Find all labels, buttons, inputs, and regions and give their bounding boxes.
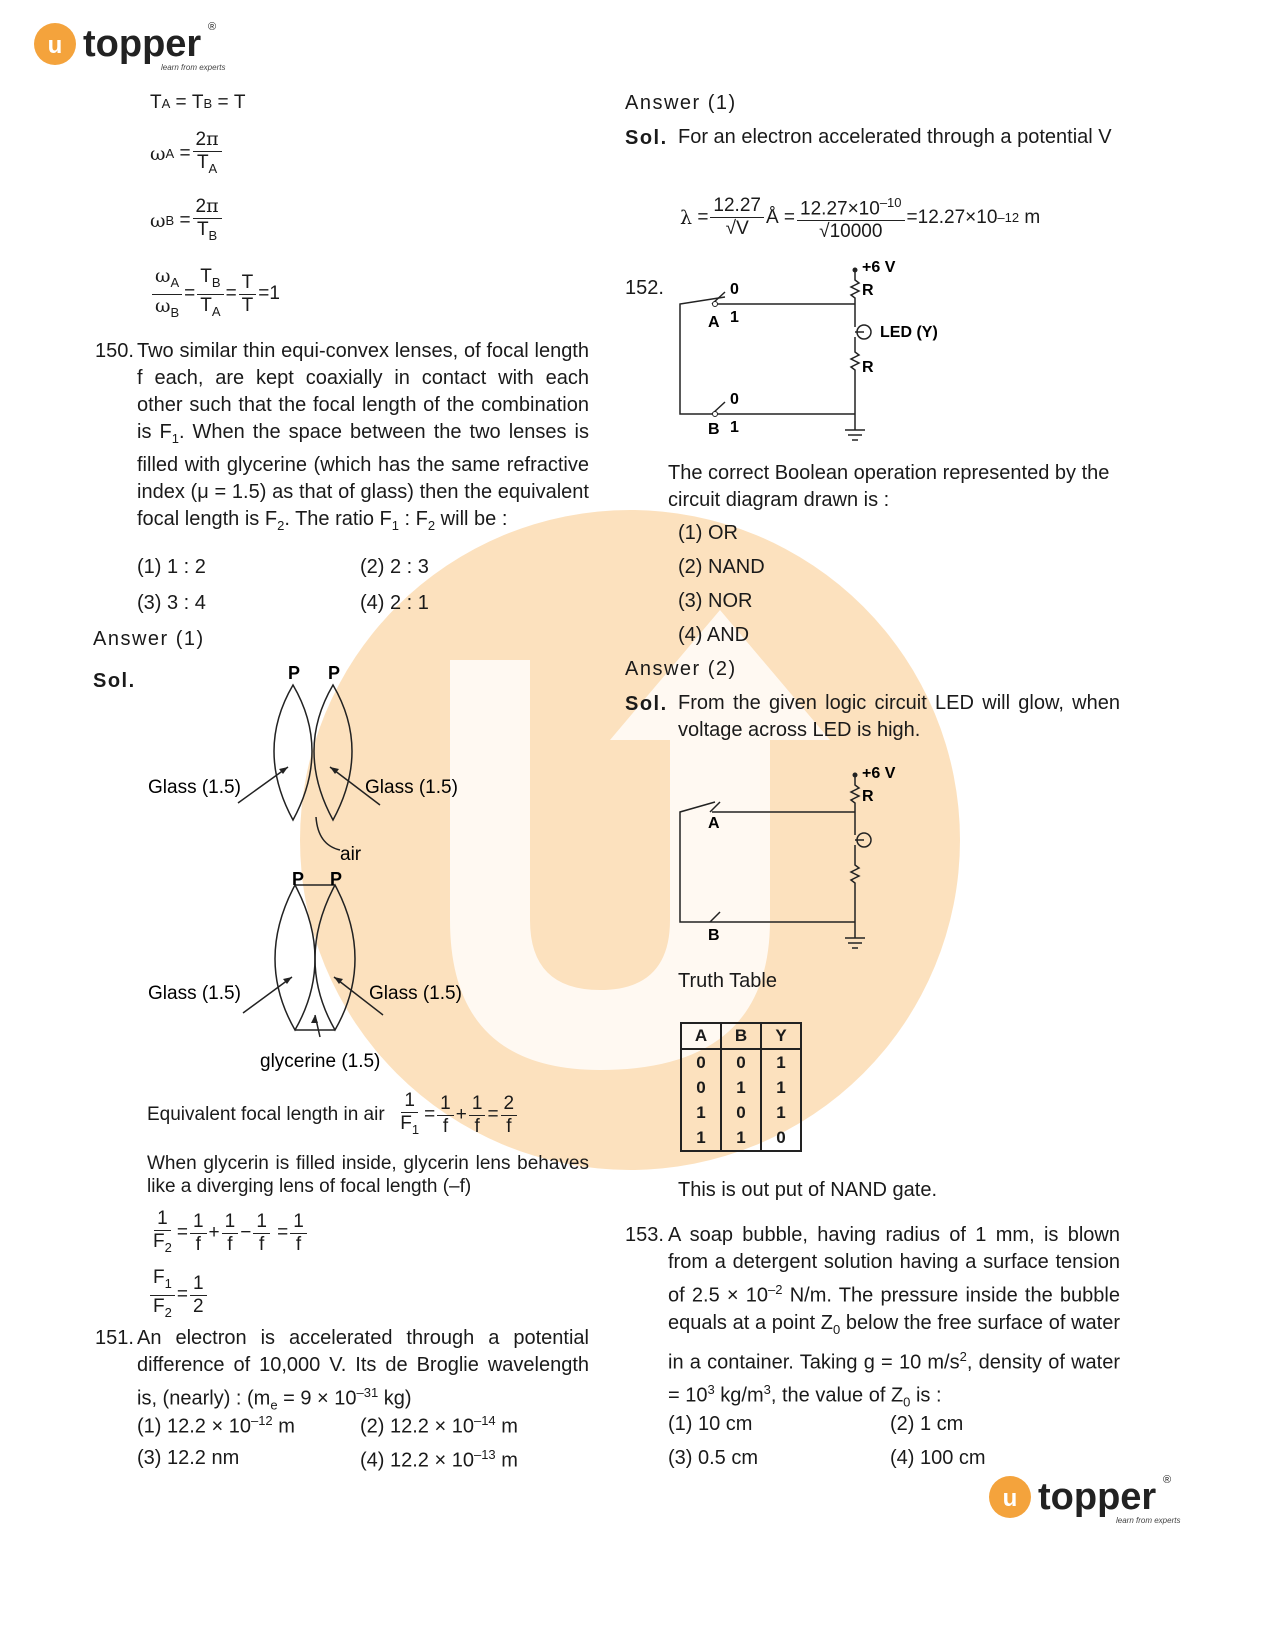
svg-text:1: 1 xyxy=(730,309,739,326)
q151-option-2[interactable]: (2) $12.2 \times 10^{-14}$ m xyxy=(360,1413,518,1438)
svg-text:B: B xyxy=(708,421,720,438)
q150-sol-label: Sol. xyxy=(93,670,136,692)
svg-text:R: R xyxy=(862,788,874,805)
truth-table-title: Truth Table xyxy=(678,970,777,992)
q151-option-3[interactable]: (3) 12.2 nm xyxy=(137,1447,240,1469)
truth-cell: 1 xyxy=(681,1100,721,1125)
lens-figure-air xyxy=(140,655,500,870)
q151-sol-text: For an electron accelerated through a potential V xyxy=(678,126,1112,148)
eq-ta-tb: T A = T B = T xyxy=(150,92,246,113)
eq-omega-a: ω A = $\frac{2\pi}{T_A}$ xyxy=(150,128,224,180)
q150-option-2[interactable]: (2) 2 : 3 xyxy=(360,556,429,578)
truth-cell: 0 xyxy=(681,1075,721,1100)
svg-text:+6 V: +6 V xyxy=(862,259,896,276)
q152-option-2[interactable]: (2) NAND xyxy=(678,556,765,578)
q153-option-4[interactable]: (4) 100 cm xyxy=(890,1447,986,1469)
q151-option-4[interactable]: (4) $12.2 \times 10^{-13}$ m xyxy=(360,1447,518,1472)
table-row xyxy=(681,1100,801,1125)
svg-text:air: air xyxy=(340,844,362,865)
topper-logo-icon xyxy=(33,22,233,82)
brand-logo-bottom xyxy=(988,1475,1188,1540)
svg-text:+6 V: +6 V xyxy=(862,765,896,782)
svg-text:Glass (1.5): Glass (1.5) xyxy=(365,777,458,798)
svg-text:P: P xyxy=(328,663,341,683)
q152-sol-label: Sol. xyxy=(625,693,668,715)
q153-option-1[interactable]: (1) 10 cm xyxy=(668,1413,753,1435)
nand-conclusion: This is out put of NAND gate. xyxy=(678,1179,938,1201)
svg-text:R: R xyxy=(862,282,874,299)
svg-text:1: 1 xyxy=(730,419,739,436)
svg-text:Glass (1.5): Glass (1.5) xyxy=(148,983,241,1004)
q150-option-1[interactable]: (1) 1 : 2 xyxy=(137,556,206,578)
q151-text: An electron is accelerated through a potential difference of 10,000 V. Its de Broglie wavelength is, (nearly) : ($m_e = 9 \times 10^{-31}$ kg) xyxy=(137,1327,589,1413)
truth-cell: 0 xyxy=(721,1049,761,1075)
svg-text:B: B xyxy=(708,927,720,944)
q151-sol-label: Sol. xyxy=(625,127,668,149)
q152-option-4[interactable]: (4) AND xyxy=(678,624,750,646)
svg-text:P: P xyxy=(288,663,301,683)
svg-text:topper: topper xyxy=(83,23,202,65)
truth-cell: 0 xyxy=(761,1125,801,1151)
eq-omega-ratio: $\frac{\omega_A}{\omega_B}$ = $\frac{T_B}{T_A}$ = $\frac{T}{T}$ = 1 xyxy=(150,265,280,324)
table-row xyxy=(681,1075,801,1100)
q151-answer: Answer (1) xyxy=(625,92,737,114)
q151-option-1[interactable]: (1) $12.2 \times 10^{-12}$ m xyxy=(137,1413,295,1438)
topper-logo-icon xyxy=(988,1475,1188,1535)
q152-option-1[interactable]: (1) OR xyxy=(678,522,738,544)
circuit-diagram-2 xyxy=(670,760,970,960)
eq-omega-b: ω B = $\frac{2\pi}{T_B}$ xyxy=(150,195,224,247)
svg-text:glycerine (1.5): glycerine (1.5) xyxy=(260,1051,381,1072)
lambda-equation: λ = $\frac{12.27}{√V}$ Å = $\frac{12.27\times 10^{-10}}{√10000}$ = 12.27×10 –12 m xyxy=(680,192,1040,243)
glycerin-text: When glycerin is filled inside, glycerin lens behaves like a diverging lens of focal length (–f) xyxy=(147,1153,589,1197)
q153-option-2[interactable]: (2) 1 cm xyxy=(890,1413,964,1435)
lens-figure-glycerine xyxy=(140,865,500,1080)
svg-text:Glass (1.5): Glass (1.5) xyxy=(148,777,241,798)
q153-number: 153. xyxy=(625,1224,664,1246)
truth-cell: 1 xyxy=(761,1100,801,1125)
eq-f2: $\frac{1}{F_2}$ = $\frac{1}{f}$ + $\frac{1}{f}$ − $\frac{1}{f}$ = $\frac{1}{f}$ xyxy=(148,1208,309,1259)
svg-text:0: 0 xyxy=(730,391,739,408)
svg-text:0: 0 xyxy=(730,281,739,298)
q150-option-3[interactable]: (3) 3 : 4 xyxy=(137,592,206,614)
q152-sol-text: From the given logic circuit LED will glow, when voltage across LED is high. xyxy=(678,692,1120,741)
svg-text:®: ® xyxy=(1163,1475,1172,1486)
eq-ratio: $\frac{F_1}{F_2}$ = $\frac{1}{2}$ xyxy=(148,1267,209,1324)
truth-cell: 1 xyxy=(681,1125,721,1151)
svg-text:LED (Y): LED (Y) xyxy=(880,324,938,341)
brand-logo-top xyxy=(33,22,233,87)
svg-text:u: u xyxy=(47,32,63,59)
table-row xyxy=(681,1049,801,1075)
truth-cell: 1 xyxy=(761,1049,801,1075)
svg-text:learn from experts: learn from experts xyxy=(161,63,226,72)
table-row xyxy=(681,1125,801,1151)
q150-text: Two similar thin equi-convex lenses, of focal length f each, are kept coaxially in contact with each other such that the focal length of the combination is $F_1$. When the space between the two lenses is filled with glycerine (which has the same refractive index (μ = 1.5) as that of glass) then the equivalent focal length is $F_2$. The ratio $F_1$ : $F_2$ will be : xyxy=(137,340,589,533)
svg-text:learn from experts: learn from experts xyxy=(1116,1516,1181,1525)
svg-text:A: A xyxy=(708,314,720,331)
svg-text:A: A xyxy=(708,815,720,832)
q152-answer: Answer (2) xyxy=(625,658,737,680)
q152-number: 152. xyxy=(625,277,664,299)
q153-option-3[interactable]: (3) 0.5 cm xyxy=(668,1447,759,1469)
svg-text:u: u xyxy=(1002,1485,1018,1512)
svg-text:Glass (1.5): Glass (1.5) xyxy=(369,983,462,1004)
eq-air-line: Equivalent focal length in air $\frac{1}{F_1}$ = $\frac{1}{f}$ + $\frac{1}{f}$ = $\frac{2}{f}$ xyxy=(147,1090,519,1141)
svg-text:R: R xyxy=(862,359,874,376)
svg-text:®: ® xyxy=(208,22,217,33)
truth-cell: 0 xyxy=(681,1049,721,1075)
truth-header-b: B xyxy=(721,1023,761,1049)
q151-number: 151. xyxy=(95,1327,134,1349)
q150-answer: Answer (1) xyxy=(93,628,205,650)
q150-option-4[interactable]: (4) 2 : 1 xyxy=(360,592,429,614)
circuit-diagram-1 xyxy=(670,252,970,452)
q153-text: A soap bubble, having radius of 1 mm, is blown from a detergent solution having a surface tension of $2.5 \times 10^{-2}$ N/m. The pressure inside the bubble equals at a point $Z_0$ below the free surface of water in a container. Taking g = 10 $m/s^2$, density of water = $10^3$ $kg/m^3$, the value of $Z_0$ is : xyxy=(668,1224,1121,1410)
q152-text: The correct Boolean operation represented by the circuit diagram drawn is : xyxy=(668,462,1110,511)
truth-cell: 1 xyxy=(721,1075,761,1100)
truth-cell: 1 xyxy=(761,1075,801,1100)
truth-table xyxy=(680,1022,802,1152)
svg-text:topper: topper xyxy=(1038,1476,1157,1518)
truth-header-y: Y xyxy=(761,1023,801,1049)
svg-text:P: P xyxy=(292,869,305,889)
svg-text:P: P xyxy=(330,869,343,889)
truth-cell: 1 xyxy=(721,1125,761,1151)
q152-option-3[interactable]: (3) NOR xyxy=(678,590,753,612)
truth-header-a: A xyxy=(681,1023,721,1049)
truth-cell: 0 xyxy=(721,1100,761,1125)
q150-number: 150. xyxy=(95,340,134,362)
